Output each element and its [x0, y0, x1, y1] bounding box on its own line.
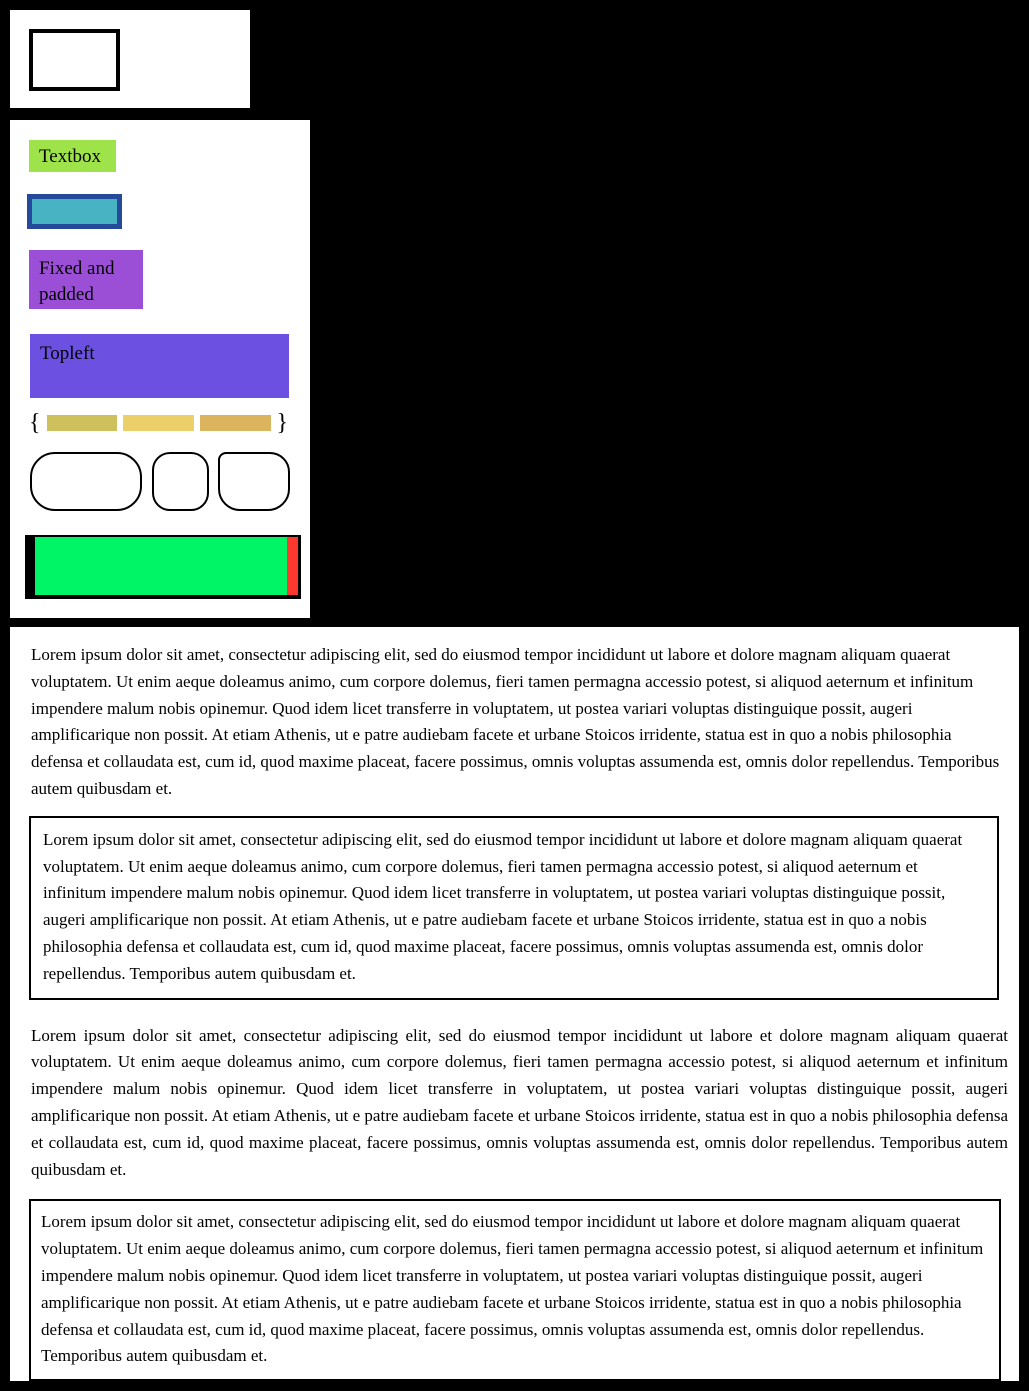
teal-rectangle	[27, 194, 122, 229]
textbox-label: Textbox	[29, 140, 116, 172]
rounded-rect-mixed-corners	[218, 452, 290, 511]
lorem-paragraph-3-justified: Lorem ipsum dolor sit amet, consectetur adipiscing elit, sed do eiusmod tempor incididunt ut labore et dolore magnam aliquam quaerat voluptatem. Ut enim aeque doleamus animo, cum corpore dolemus, fieri tamen permagna accessio potest, si aliquod aeternum et infinitum impendere malum nobis opinemur. Quod idem licet transferre in voluptatem, ut postea variari voluptas distinguique possit, augeri amplificarique non possit. At etiam Athenis, ut e patre audiebam facete et urbane Stoicos irridente, statua est in quo a nobis philosophia defensa et collaudata est, cum id, quod maxime placeat, facere possimus, omnis voluptas assumenda est, omnis dolor repellendus. Temporibus autem quibusdam et.	[31, 1025, 1008, 1179]
canvas-page-2	[10, 120, 310, 618]
black-framed-bar	[25, 535, 301, 599]
lorem-bordered-box-2	[29, 1199, 1001, 1381]
open-brace: {	[29, 410, 41, 436]
lorem-paragraph-1: Lorem ipsum dolor sit amet, consectetur adipiscing elit, sed do eiusmod tempor incididunt ut labore et dolore magnam aliquam quaerat voluptatem. Ut enim aeque doleamus animo, cum corpore dolemus, fieri tamen permagna accessio potest, si aliquod aeternum et infinitum impendere malum nobis opinemur. Quod idem licet transferre in voluptatem, ut postea variari voluptas distinguique possit, augeri amplificarique non possit. At etiam Athenis, ut e patre audiebam facete et urbane Stoicos irridente, statua est in quo a nobis philosophia defensa et collaudata est, cum id, quod maxime placeat, facere possimus, omnis voluptas assumenda est, omnis dolor repellendus. Temporibus autem quibusdam et.	[31, 645, 1000, 798]
khaki-box-1	[47, 415, 117, 431]
khaki-box-3	[200, 415, 271, 431]
lorem-paragraph-2: Lorem ipsum dolor sit amet, consectetur adipiscing elit, sed do eiusmod tempor incididunt ut labore et dolore magnam aliquam quaerat voluptatem. Ut enim aeque doleamus animo, cum corpore dolemus, fieri tamen permagna accessio potest, si aliquod aeternum et infinitum impendere malum nobis opinemur. Quod idem licet transferre in voluptatem, ut postea variari voluptas distinguique possit, augeri amplificarique non possit. At etiam Athenis, ut e patre audiebam facete et urbane Stoicos irridente, statua est in quo a nobis philosophia defensa et collaudata est, cum id, quod maxime placeat, facere possimus, omnis voluptas assumenda est, omnis dolor repellendus. Temporibus autem quibusdam et.	[43, 829, 963, 983]
canvas-page-1	[10, 10, 250, 108]
topleft-box: Topleft	[30, 334, 289, 398]
rounded-rect-small	[152, 452, 209, 511]
rounded-rect-large	[30, 452, 142, 511]
lorem-paragraph-4: Lorem ipsum dolor sit amet, consectetur adipiscing elit, sed do eiusmod tempor incididunt ut labore et dolore magnam aliquam quaerat voluptatem. Ut enim aeque doleamus animo, cum corpore dolemus, fieri tamen permagna accessio potest, si aliquod aeternum et infinitum impendere malum nobis opinemur. Quod idem licet transferre in voluptatem, ut postea variari voluptas distinguique possit, augeri amplificarique non possit. At etiam Athenis, ut e patre audiebam facete et urbane Stoicos irridente, statua est in quo a nobis philosophia defensa et collaudata est, cum id, quod maxime placeat, facere possimus, omnis voluptas assumenda est, omnis dolor repellendus. Temporibus autem quibusdam et.	[41, 1212, 984, 1366]
bar-green-fill	[35, 537, 298, 595]
brace-row	[29, 409, 288, 437]
outlined-rectangle	[29, 29, 120, 91]
canvas-page-3	[10, 627, 1019, 1381]
fixed-padded-box: Fixed and padded	[29, 250, 143, 309]
bar-red-strip	[287, 537, 298, 595]
khaki-box-2	[123, 415, 194, 431]
close-brace: }	[276, 410, 289, 436]
lorem-bordered-box-1	[29, 816, 999, 1000]
